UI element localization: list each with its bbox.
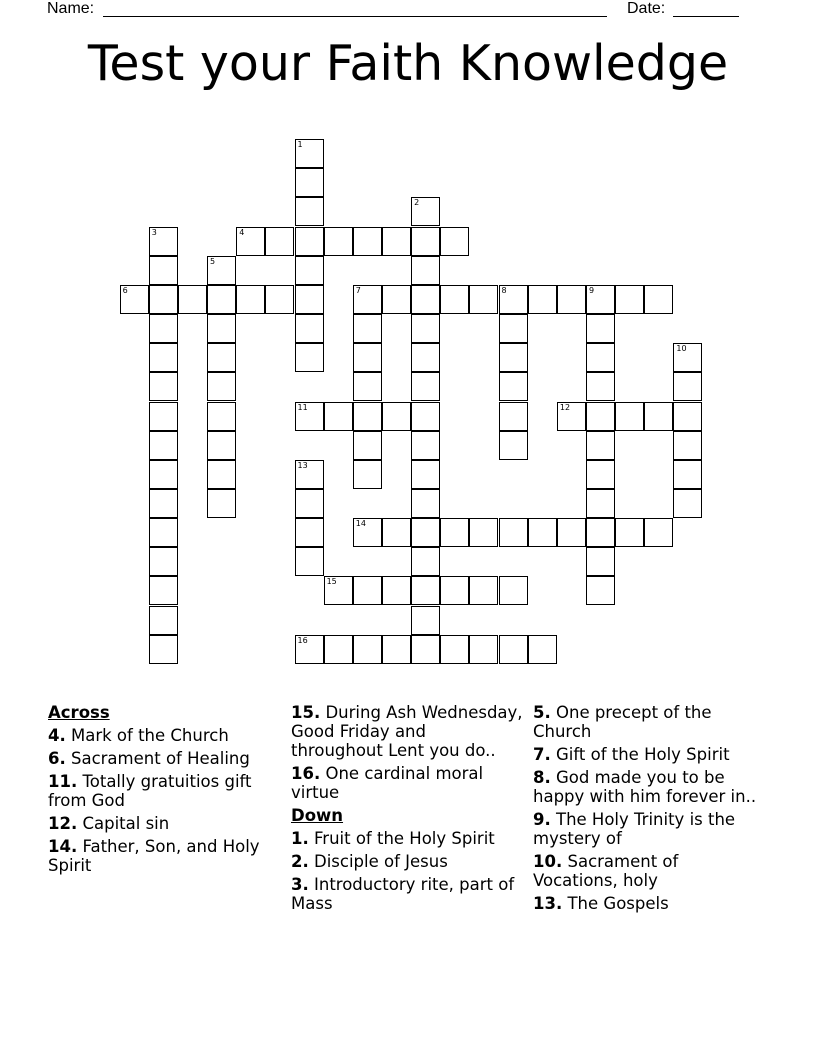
grid-cell[interactable]	[557, 285, 586, 314]
grid-cell[interactable]	[149, 343, 178, 372]
grid-cell[interactable]	[499, 314, 528, 343]
grid-cell[interactable]	[586, 576, 615, 605]
grid-cell[interactable]	[644, 402, 673, 431]
clue-item	[48, 814, 280, 833]
grid-cell[interactable]	[295, 518, 324, 547]
grid-cell[interactable]	[353, 285, 382, 314]
clue-item	[533, 894, 765, 913]
grid-cell[interactable]	[411, 606, 440, 635]
clue-number: 7	[355, 285, 361, 295]
clue-text: Father, Son, and Holy Spirit	[48, 837, 260, 875]
grid-cell[interactable]	[499, 402, 528, 431]
clue-number: 1.	[291, 829, 309, 848]
grid-cell[interactable]	[324, 402, 353, 431]
grid-cell[interactable]	[411, 402, 440, 431]
clue-text: One precept of the Church	[533, 703, 712, 741]
clue-number: 16	[297, 635, 308, 645]
clue-number: 1	[297, 140, 303, 150]
clue-number: 9.	[533, 810, 551, 829]
clue-number: 3	[151, 227, 157, 237]
grid-cell[interactable]	[411, 460, 440, 489]
clue-number: 9	[589, 285, 595, 295]
clue-item	[291, 764, 523, 802]
grid-cell[interactable]	[207, 285, 236, 314]
grid-cell[interactable]	[324, 227, 353, 256]
clue-column-2	[291, 703, 523, 917]
clue-number: 10.	[533, 852, 563, 871]
grid-cell[interactable]	[382, 227, 411, 256]
clue-number: 11	[297, 402, 308, 412]
grid-cell[interactable]	[644, 518, 673, 547]
grid-cell[interactable]	[586, 372, 615, 401]
grid-cell[interactable]	[353, 460, 382, 489]
grid-cell[interactable]	[586, 285, 615, 314]
grid-cell[interactable]	[673, 431, 702, 460]
grid-cell[interactable]	[528, 635, 557, 664]
grid-cell[interactable]	[499, 372, 528, 401]
grid-cell[interactable]	[440, 576, 469, 605]
clue-item	[533, 745, 765, 764]
grid-cell[interactable]	[440, 227, 469, 256]
clue-column-1	[48, 703, 280, 879]
grid-cell[interactable]	[236, 227, 265, 256]
grid-cell[interactable]	[149, 635, 178, 664]
grid-cell[interactable]	[353, 314, 382, 343]
grid-cell[interactable]	[644, 285, 673, 314]
clue-number: 15	[326, 577, 337, 587]
grid-cell[interactable]	[149, 256, 178, 285]
grid-cell[interactable]	[295, 139, 324, 168]
grid-cell[interactable]	[528, 285, 557, 314]
clue-item	[291, 703, 523, 760]
grid-cell[interactable]	[295, 197, 324, 226]
clue-number: 6	[122, 285, 128, 295]
grid-cell[interactable]	[382, 518, 411, 547]
clue-text: Sacrament of Vocations, holy	[533, 852, 679, 890]
grid-cell[interactable]	[673, 372, 702, 401]
grid-cell[interactable]	[295, 256, 324, 285]
grid-cell[interactable]	[411, 635, 440, 664]
grid-cell[interactable]	[149, 314, 178, 343]
clue-number: 2	[414, 198, 420, 208]
clue-number: 14	[355, 519, 366, 529]
grid-cell[interactable]	[295, 168, 324, 197]
clue-number: 13.	[533, 894, 563, 913]
grid-cell[interactable]	[295, 402, 324, 431]
grid-cell[interactable]	[149, 489, 178, 518]
clue-text: Introductory rite, part of Mass	[291, 875, 515, 913]
grid-cell[interactable]	[295, 460, 324, 489]
grid-cell[interactable]	[411, 314, 440, 343]
grid-cell[interactable]	[295, 314, 324, 343]
grid-cell[interactable]	[411, 576, 440, 605]
clue-text: Sacrament of Healing	[65, 749, 250, 768]
grid-cell[interactable]	[353, 372, 382, 401]
clue-number: 14.	[48, 837, 78, 856]
clue-item	[533, 703, 765, 741]
grid-cell[interactable]	[615, 285, 644, 314]
grid-cell[interactable]	[149, 402, 178, 431]
grid-cell[interactable]	[353, 518, 382, 547]
grid-cell[interactable]	[411, 372, 440, 401]
grid-cell[interactable]	[236, 285, 265, 314]
clue-text: Fruit of the Holy Spirit	[308, 829, 495, 848]
clue-column-3	[533, 703, 765, 917]
page-title: Test your Faith Knowledge	[87, 35, 729, 92]
grid-cell[interactable]	[469, 518, 498, 547]
clue-number: 10	[676, 344, 687, 354]
grid-cell[interactable]	[499, 518, 528, 547]
clue-text: Gift of the Holy Spirit	[550, 745, 730, 764]
grid-cell[interactable]	[382, 285, 411, 314]
grid-cell[interactable]	[149, 576, 178, 605]
across-clue-list	[48, 726, 280, 875]
grid-cell[interactable]	[411, 489, 440, 518]
clue-number: 16.	[291, 764, 321, 783]
grid-cell[interactable]	[382, 402, 411, 431]
grid-cell[interactable]	[499, 635, 528, 664]
grid-cell[interactable]	[353, 402, 382, 431]
grid-cell[interactable]	[149, 285, 178, 314]
grid-cell[interactable]	[149, 606, 178, 635]
clue-item	[48, 837, 280, 875]
grid-cell[interactable]	[353, 227, 382, 256]
clue-text: God made you to be happy with him forever in..	[533, 768, 757, 806]
grid-cell[interactable]	[411, 547, 440, 576]
clue-text: Mark of the Church	[65, 726, 229, 745]
grid-cell[interactable]	[324, 635, 353, 664]
clue-item	[291, 852, 523, 871]
date-label: Date:	[627, 0, 666, 17]
clue-text: One cardinal moral virtue	[291, 764, 484, 802]
grid-cell[interactable]	[586, 518, 615, 547]
down-heading: Down	[291, 806, 344, 825]
grid-cell[interactable]	[295, 227, 324, 256]
across-clue-list-continued	[291, 703, 523, 802]
grid-cell[interactable]	[120, 285, 149, 314]
down-clue-list-continued	[533, 703, 765, 913]
grid-cell[interactable]	[178, 285, 207, 314]
clue-number: 3.	[291, 875, 309, 894]
grid-cell[interactable]	[265, 227, 294, 256]
grid-cell[interactable]	[207, 256, 236, 285]
grid-cell[interactable]	[615, 402, 644, 431]
grid-cell[interactable]	[586, 402, 615, 431]
grid-cell[interactable]	[353, 431, 382, 460]
clue-text: The Gospels	[562, 894, 669, 913]
grid-cell[interactable]	[411, 285, 440, 314]
clue-item	[533, 852, 765, 890]
grid-cell[interactable]	[207, 489, 236, 518]
grid-cell[interactable]	[440, 285, 469, 314]
clue-text: Disciple of Jesus	[308, 852, 448, 871]
grid-cell[interactable]	[295, 343, 324, 372]
clue-item	[291, 829, 523, 848]
grid-cell[interactable]	[149, 518, 178, 547]
grid-cell[interactable]	[149, 460, 178, 489]
grid-cell[interactable]	[295, 635, 324, 664]
clue-number: 13	[297, 460, 308, 470]
clue-item	[48, 726, 280, 745]
clue-text: The Holy Trinity is the mystery of	[533, 810, 736, 848]
clue-text: During Ash Wednesday, Good Friday and throughout Lent you do..	[291, 703, 523, 760]
grid-cell[interactable]	[411, 518, 440, 547]
grid-cell[interactable]	[469, 635, 498, 664]
grid-cell[interactable]	[586, 547, 615, 576]
grid-cell[interactable]	[382, 576, 411, 605]
clue-number: 5.	[533, 703, 551, 722]
grid-cell[interactable]	[207, 431, 236, 460]
grid-cell[interactable]	[440, 518, 469, 547]
clue-text: Capital sin	[77, 814, 170, 833]
grid-cell[interactable]	[586, 431, 615, 460]
clue-number: 5	[210, 256, 216, 266]
grid-cell[interactable]	[353, 635, 382, 664]
grid-cell[interactable]	[440, 635, 469, 664]
clue-item	[291, 875, 523, 913]
grid-cell[interactable]	[265, 285, 294, 314]
grid-cell[interactable]	[673, 489, 702, 518]
grid-cell[interactable]	[207, 372, 236, 401]
grid-cell[interactable]	[324, 576, 353, 605]
clue-number: 12	[559, 402, 571, 412]
clue-item	[48, 749, 280, 768]
clue-number: 4.	[48, 726, 66, 745]
clue-number: 11.	[48, 772, 78, 791]
clue-number: 6.	[48, 749, 66, 768]
grid-cell[interactable]	[207, 402, 236, 431]
grid-cell[interactable]	[411, 197, 440, 226]
grid-cell[interactable]	[586, 343, 615, 372]
grid-cell[interactable]	[499, 431, 528, 460]
grid-cell[interactable]	[411, 256, 440, 285]
grid-cell[interactable]	[557, 518, 586, 547]
grid-cell[interactable]	[499, 285, 528, 314]
clue-item	[48, 772, 280, 810]
grid-cell[interactable]	[353, 576, 382, 605]
grid-cell[interactable]	[469, 576, 498, 605]
down-clue-list	[291, 829, 523, 913]
grid-cell[interactable]	[207, 343, 236, 372]
grid-cell[interactable]	[469, 285, 498, 314]
grid-cell[interactable]	[673, 343, 702, 372]
grid-cell[interactable]	[149, 372, 178, 401]
grid-cell[interactable]	[673, 402, 702, 431]
grid-cell[interactable]	[411, 343, 440, 372]
grid-cell[interactable]	[207, 314, 236, 343]
across-heading: Across	[48, 703, 110, 722]
grid-cell[interactable]	[528, 518, 557, 547]
grid-cell[interactable]	[149, 547, 178, 576]
clue-number: 8.	[533, 768, 551, 787]
grid-cell[interactable]	[557, 402, 586, 431]
grid-cell[interactable]	[149, 227, 178, 256]
clue-number: 8	[501, 285, 507, 295]
clue-number: 12.	[48, 814, 78, 833]
name-label: Name:	[47, 0, 95, 17]
grid-cell[interactable]	[586, 489, 615, 518]
grid-cell[interactable]	[673, 460, 702, 489]
grid-cell[interactable]	[149, 431, 178, 460]
clue-item	[533, 810, 765, 848]
grid-cell[interactable]	[615, 518, 644, 547]
grid-cell[interactable]	[295, 285, 324, 314]
grid-cell[interactable]	[586, 314, 615, 343]
clue-text: Totally gratuitios gift from God	[48, 772, 252, 810]
clue-number: 2.	[291, 852, 309, 871]
grid-cell[interactable]	[586, 460, 615, 489]
clue-number: 7.	[533, 745, 551, 764]
grid-cell[interactable]	[295, 489, 324, 518]
grid-cell[interactable]	[295, 547, 324, 576]
grid-cell[interactable]	[207, 460, 236, 489]
grid-cell[interactable]	[499, 343, 528, 372]
grid-cell[interactable]	[499, 576, 528, 605]
clue-item	[533, 768, 765, 806]
grid-cell[interactable]	[382, 635, 411, 664]
clue-number: 4	[239, 227, 245, 237]
grid-cell[interactable]	[353, 343, 382, 372]
clue-number: 15.	[291, 703, 321, 722]
grid-cell[interactable]	[411, 431, 440, 460]
grid-cell[interactable]	[411, 227, 440, 256]
